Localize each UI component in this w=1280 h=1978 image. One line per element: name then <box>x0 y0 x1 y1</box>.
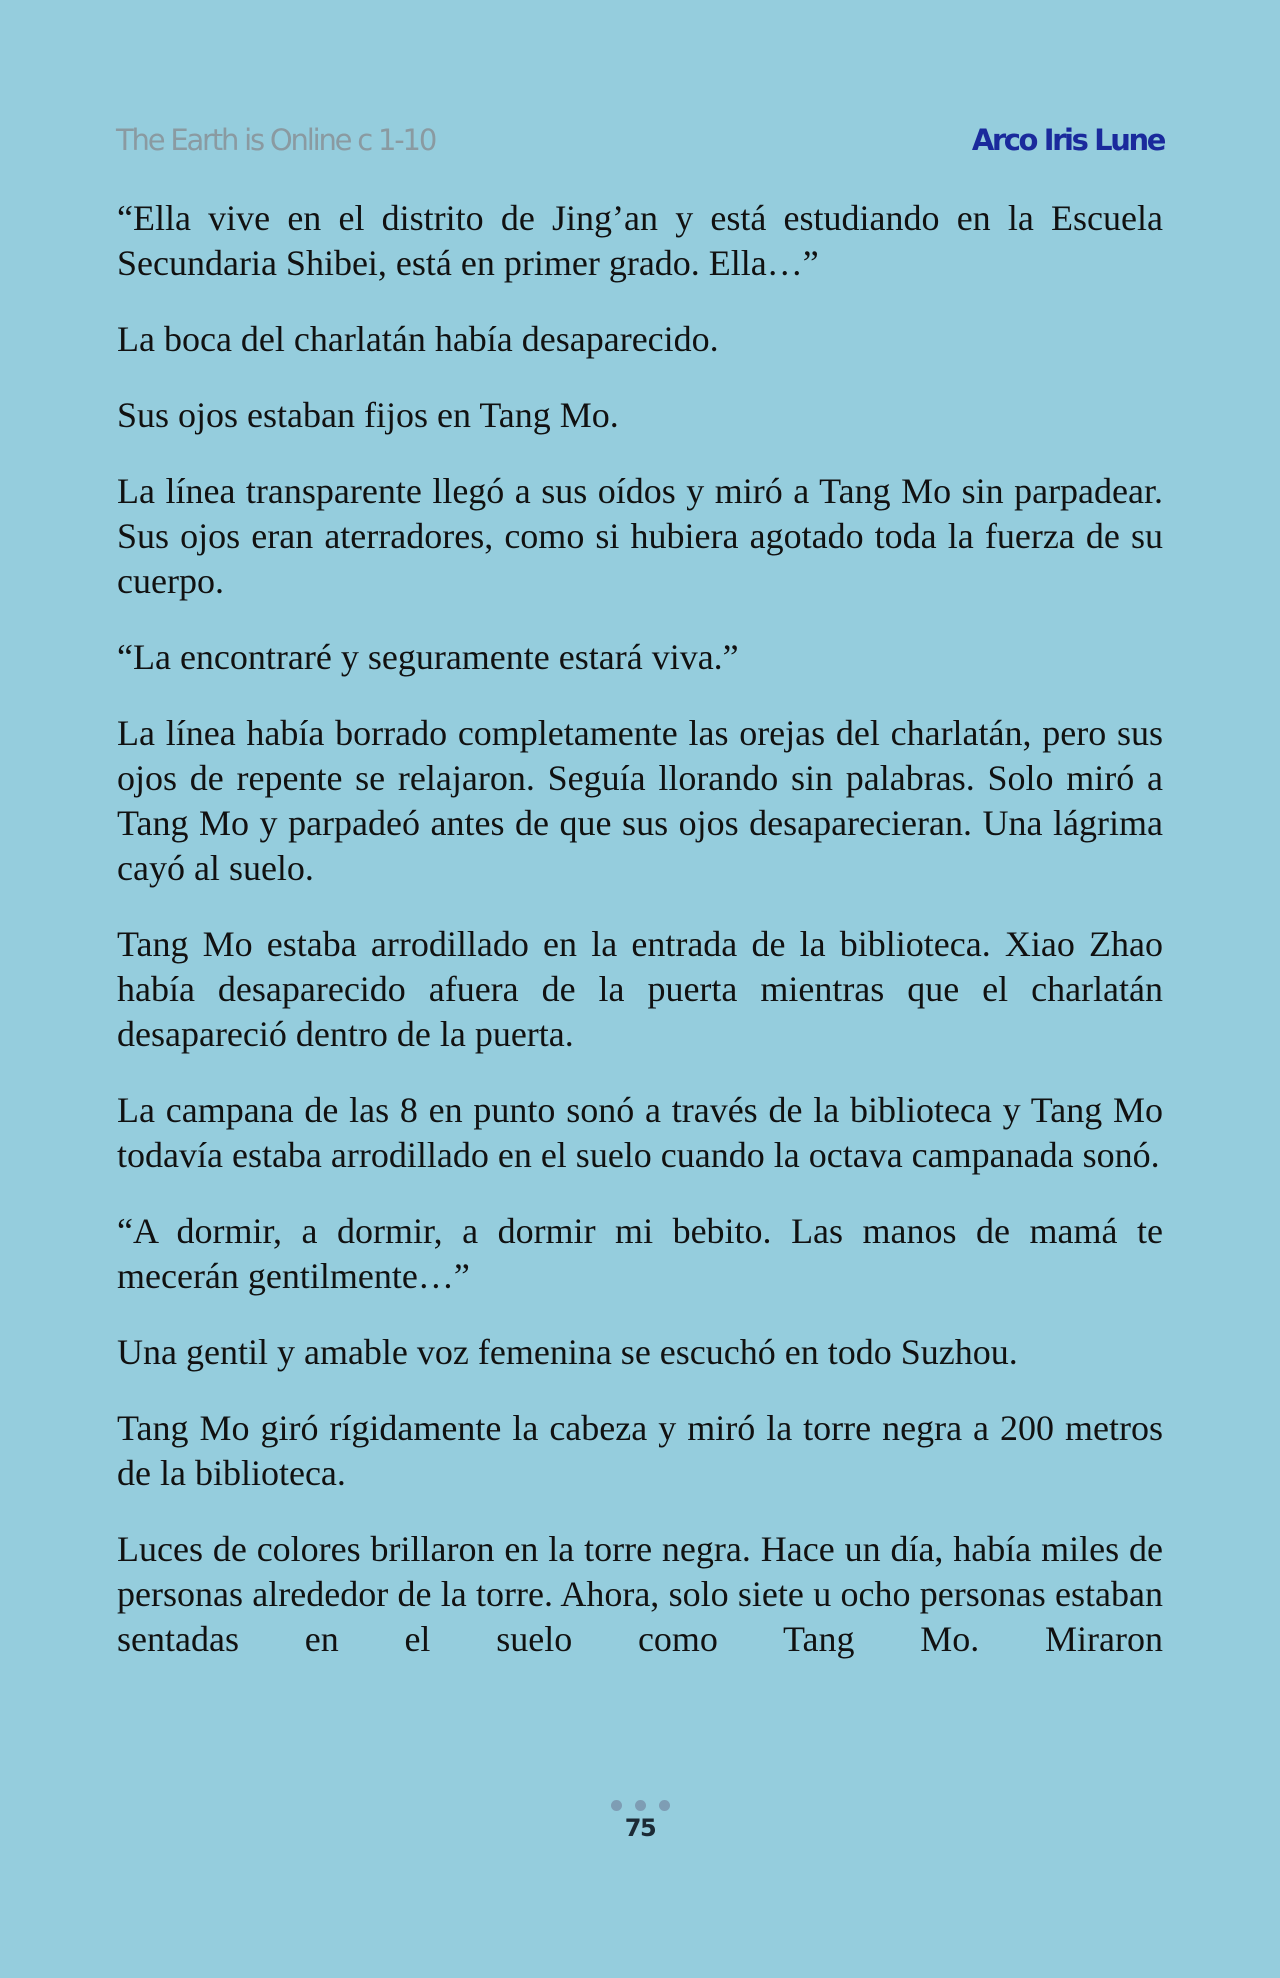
paragraph: La boca del charlatán había desaparecido. <box>117 319 719 359</box>
ornament-dots-icon <box>0 1800 1280 1812</box>
page-number: 75 <box>624 1814 656 1842</box>
page-footer <box>0 1800 1280 1842</box>
paragraph: Sus ojos estaban fijos en Tang Mo. <box>117 395 619 435</box>
dot-icon <box>611 1800 622 1811</box>
paragraph: Tang Mo estaba arrodillado en la entrada de la biblioteca. Xiao Zhao había desaparecido afuera de la puerta mientras que el charlatán desapareció dentro de la puerta. <box>117 924 1163 1054</box>
book-title: The Earth is Online c 1-10 <box>116 123 436 157</box>
page-body <box>117 196 1163 1662</box>
page-header <box>116 120 1164 160</box>
paragraph: La campana de las 8 en punto sonó a través de la biblioteca y Tang Mo todavía estaba arrodillado en el suelo cuando la octava campanada sonó. <box>117 1090 1163 1175</box>
paragraph: “A dormir, a dormir, a dormir mi bebito. Las manos de mamá te mecerán gentilmente…” <box>117 1211 1163 1296</box>
paragraph: “Ella vive en el distrito de Jing’an y está estudiando en la Escuela Secundaria Shibei, está en primer grado. Ella…” <box>117 198 1163 283</box>
paragraph: La línea había borrado completamente las orejas del charlatán, pero sus ojos de repente se relajaron. Seguía llorando sin palabras. Solo miró a Tang Mo y parpadeó antes de que sus ojos desaparecieran. Una lágrima cayó al suelo. <box>117 713 1163 888</box>
paragraph: “La encontraré y seguramente estará viva.” <box>117 637 739 677</box>
paragraph: Tang Mo giró rígidamente la cabeza y miró la torre negra a 200 metros de la biblioteca. <box>117 1408 1163 1493</box>
translator-name: Arco Iris Lune <box>971 123 1164 157</box>
paragraph: Luces de colores brillaron en la torre negra. Hace un día, había miles de personas alrededor de la torre. Ahora, solo siete u ocho personas estaban sentadas en el suelo como Tang Mo. Miraron <box>117 1529 1163 1659</box>
dot-icon <box>659 1800 670 1811</box>
paragraph: Una gentil y amable voz femenina se escuchó en todo Suzhou. <box>117 1332 1018 1372</box>
dot-icon <box>635 1800 646 1811</box>
paragraph: La línea transparente llegó a sus oídos y miró a Tang Mo sin parpadear. Sus ojos eran aterradores, como si hubiera agotado toda la fuerza de su cuerpo. <box>117 471 1163 601</box>
